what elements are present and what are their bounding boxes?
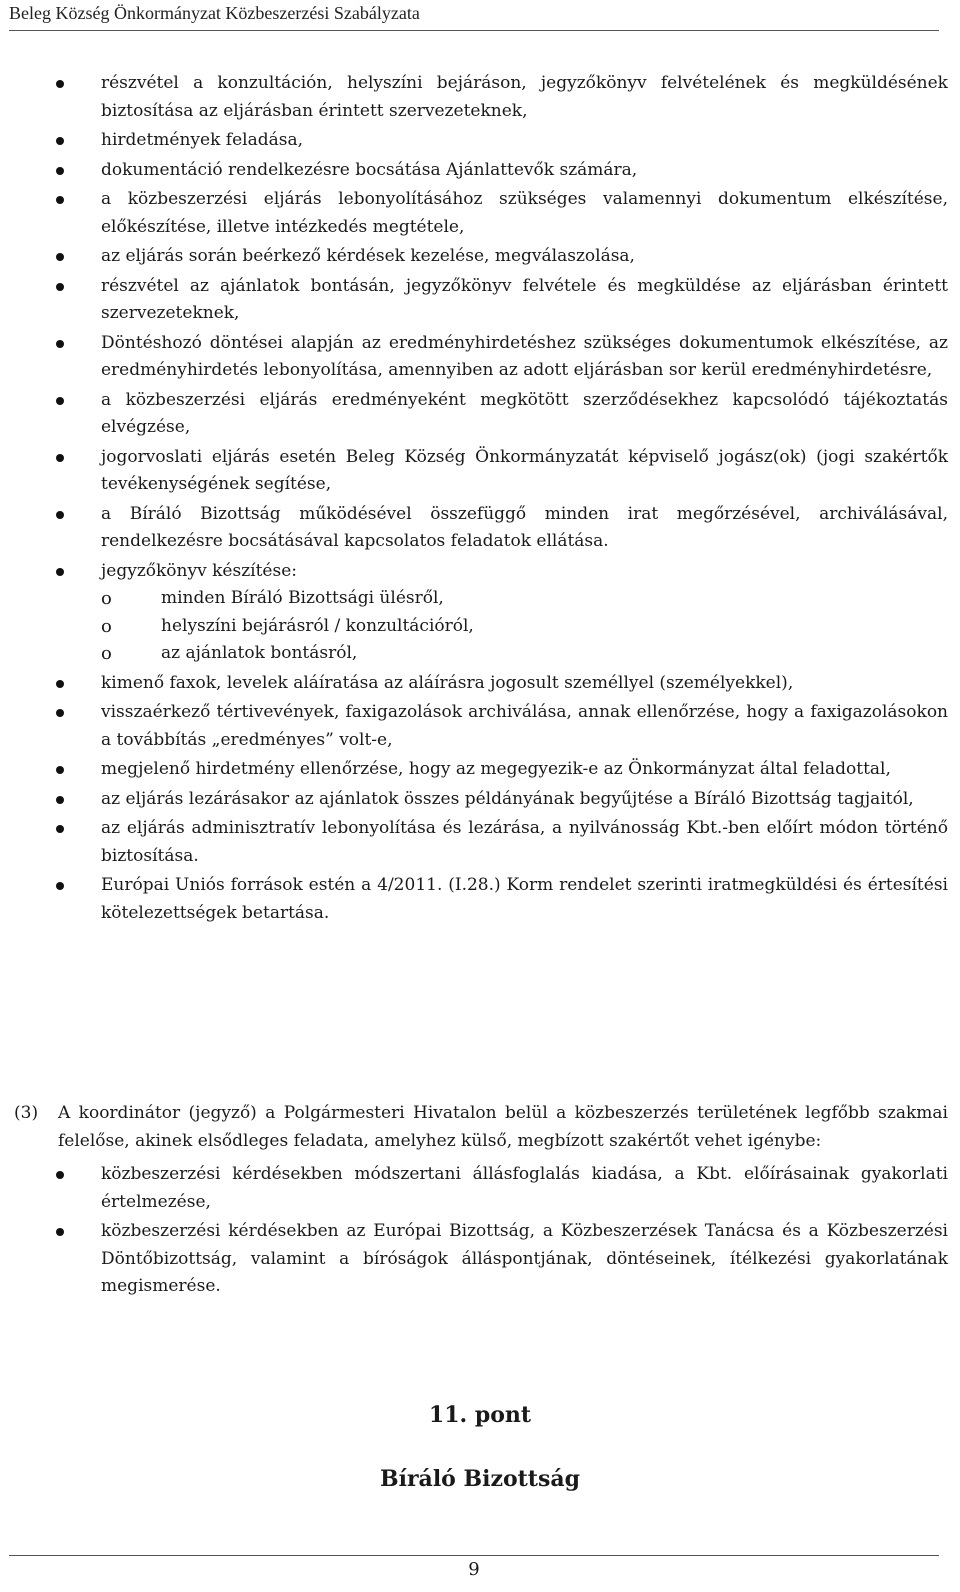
bullet-icon — [56, 825, 64, 833]
coordinator-task-list — [0, 1161, 960, 1301]
bullet-icon — [56, 397, 64, 405]
main-content — [0, 70, 960, 929]
list-item: hirdetmények feladása, — [0, 127, 960, 155]
bullet-icon — [56, 766, 64, 774]
section-title: Bíráló Bizottság — [380, 1466, 580, 1492]
bullet-icon — [56, 796, 64, 804]
list-item: Döntéshozó döntései alapján az eredményhirdetéshez szükséges dokumentumok elkészítése, az eredményhirdetés lebonyolítása, amennyiben az adott eljárásban sor kerül eredményhirdetésre, — [0, 330, 960, 385]
bullet-icon — [56, 511, 64, 519]
list-item: részvétel az ajánlatok bontásán, jegyzőkönyv felvétele és megküldése az eljárásban érintett szervezeteknek, — [0, 273, 960, 328]
bullet-icon — [56, 568, 64, 576]
page-number: 9 — [468, 1559, 480, 1580]
list-item: a közbeszerzési eljárás lebonyolításához szükséges valamennyi dokumentum elkészítése, előkészítése, illetve intézkedés megtétele, — [0, 186, 960, 241]
bullet-icon — [56, 80, 64, 88]
header-title: Beleg Község Önkormányzat Közbeszerzési Szabályzata — [9, 3, 420, 23]
list-item: közbeszerzési kérdésekben módszertani állásfoglalás kiadása, a Kbt. előírásainak gyakorlati értelmezése, — [0, 1161, 960, 1216]
circle-bullet-icon: o — [101, 643, 112, 664]
bullet-icon — [56, 882, 64, 890]
bullet-icon — [56, 1228, 64, 1236]
bullet-icon — [56, 454, 64, 462]
bullet-icon — [56, 253, 64, 261]
circle-bullet-icon: o — [101, 615, 112, 637]
bullet-icon — [56, 680, 64, 688]
paragraph-3 — [0, 1100, 960, 1303]
bullet-icon — [56, 1171, 64, 1179]
list-item: dokumentáció rendelkezésre bocsátása Ajánlattevők számára, — [0, 157, 960, 185]
list-item: visszaérkező tértivevények, faxigazolások archiválása, annak ellenőrzése, hogy a faxigazolásokon a továbbítás „eredményes” volt-e, — [0, 699, 960, 754]
paragraph-number: (3) — [14, 1103, 39, 1123]
list-item: kimenő faxok, levelek aláíratása az aláírásra jogosult személlyel (személyekkel), — [0, 670, 960, 698]
list-item: megjelenő hirdetmény ellenőrzése, hogy az megegyezik-e az Önkormányzat által feladottal, — [0, 756, 960, 784]
section-number: 11. pont — [428, 1402, 532, 1428]
list-item: jogorvoslati eljárás esetén Beleg Község Önkormányzatát képviselő jogász(ok) (jogi szakértők tevékenységének segítése, — [0, 444, 960, 499]
page-header — [9, 0, 939, 31]
list-item: az eljárás során beérkező kérdések kezelése, megválaszolása, — [0, 243, 960, 271]
sub-list-item: o az ajánlatok bontásról, — [101, 640, 948, 668]
bullet-icon — [56, 283, 64, 291]
sub-list — [101, 585, 948, 668]
task-list — [0, 70, 960, 927]
list-item: az eljárás adminisztratív lebonyolítása és lezárása, a nyilvánosság Kbt.-ben előírt módon történő biztosítása. — [0, 815, 960, 870]
bullet-icon — [56, 137, 64, 145]
list-item: közbeszerzési kérdésekben az Európai Bizottság, a Közbeszerzések Tanácsa és a Közbeszerzési Döntőbizottság, valamint a bíróságok álláspontjának, döntéseinek, ítélkezési gyakorlatának megismerése. — [0, 1218, 960, 1301]
list-item: a közbeszerzési eljárás eredményeként megkötött szerződésekhez kapcsolódó tájékoztatás elvégzése, — [0, 387, 960, 442]
bullet-icon — [56, 709, 64, 717]
circle-bullet-icon: o — [101, 588, 112, 609]
list-item: részvétel a konzultáción, helyszíni bejáráson, jegyzőkönyv felvételének és megküldésének biztosítása az eljárásban érintett szervezeteknek, — [0, 70, 960, 125]
paragraph-text: (3) A koordinátor (jegyző) a Polgármesteri Hivatalon belül a közbeszerzés területének legfőbb szakmai felelőse, akinek elsődleges feladata, amelyhez külső, megbízott szakértőt vehet igénybe: — [0, 1100, 960, 1155]
bullet-icon — [56, 340, 64, 348]
list-item: Európai Uniós források estén a 4/2011. (I.28.) Korm rendelet szerinti iratmegküldési és értesítési kötelezettségek betartása. — [0, 872, 960, 927]
bullet-icon — [56, 167, 64, 175]
list-item: a Bíráló Bizottság működésével összefüggő minden irat megőrzésével, archiválásával, rendelkezésre bocsátásával kapcsolatos feladatok ellátása. — [0, 501, 960, 556]
list-item: az eljárás lezárásakor az ajánlatok összes példányának begyűjtése a Bíráló Bizottság tagjaitól, — [0, 786, 960, 814]
list-item-jegyzokonyv: jegyzőkönyv készítése: o minden Bíráló Bizottsági ülésről, o helyszíni bejárásról / konzultációról, o az ajánlatok bontásról, — [0, 558, 960, 668]
sub-list-item: o helyszíni bejárásról / konzultációról, — [101, 613, 948, 641]
sub-list-item: o minden Bíráló Bizottsági ülésről, — [101, 585, 948, 613]
bullet-icon — [56, 196, 64, 204]
